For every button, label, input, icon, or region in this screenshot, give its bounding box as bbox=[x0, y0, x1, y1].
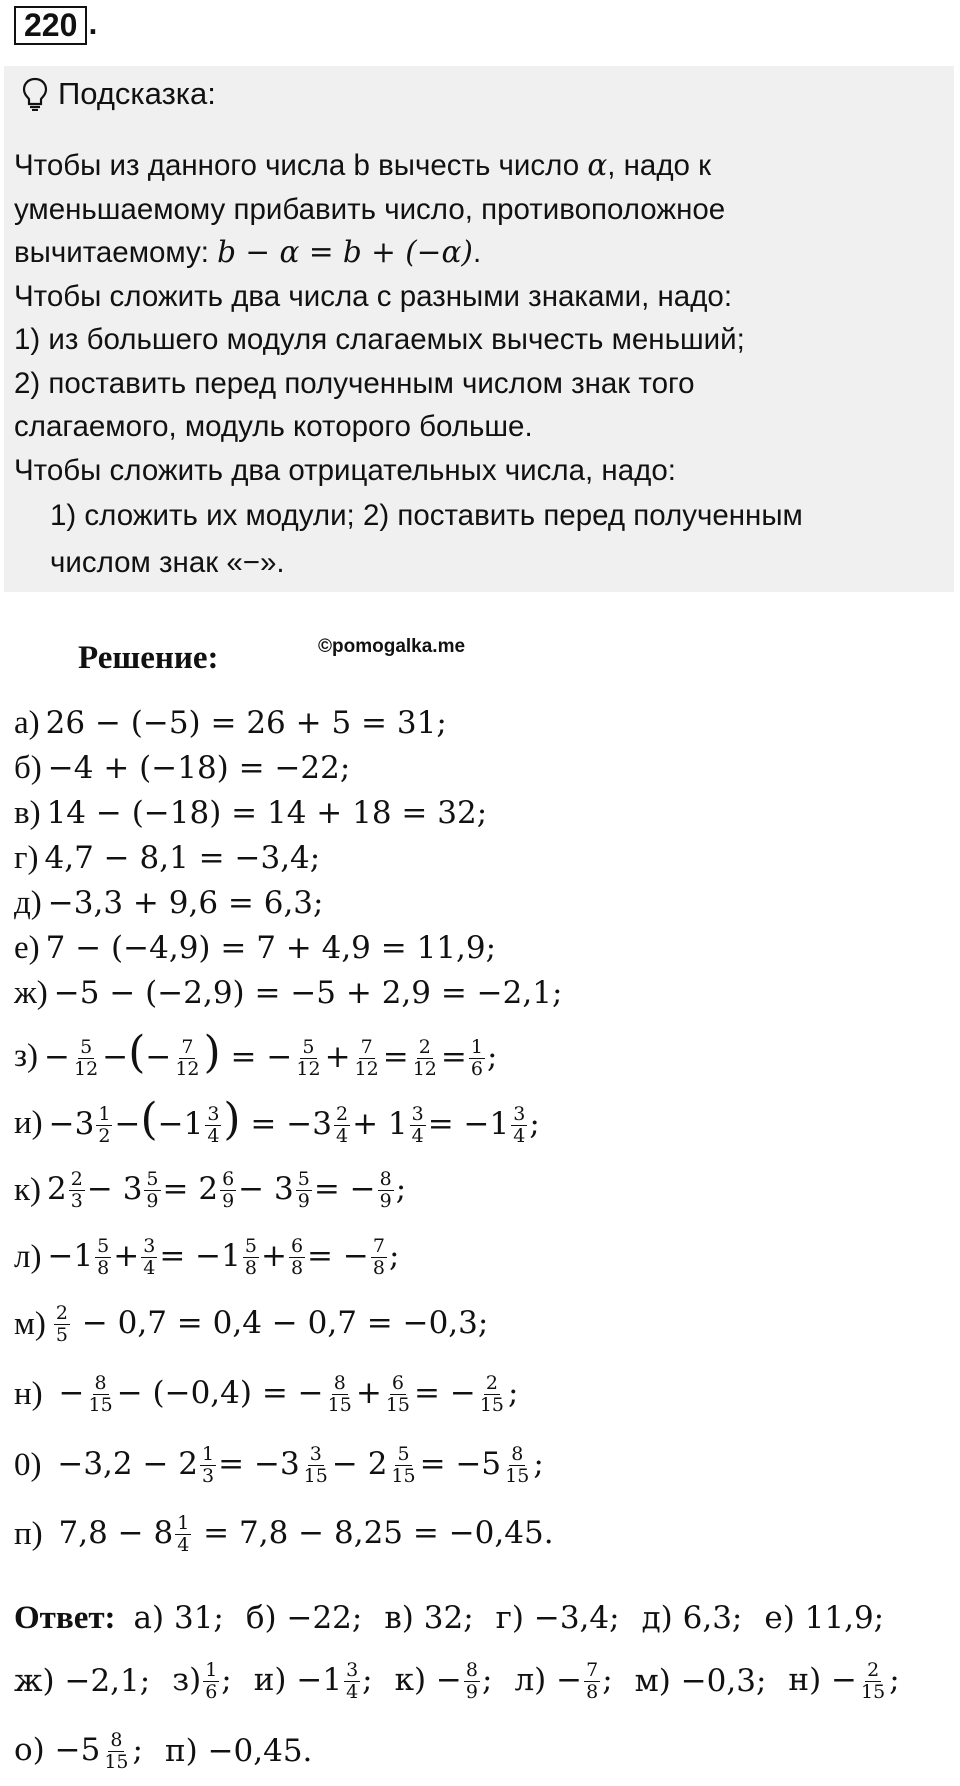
hint-line-2: уменьшаемому прибавить число, противоположное bbox=[14, 192, 726, 226]
hint-line-1: Чтобы из данного числа b вычесть число α, надо к bbox=[14, 148, 712, 182]
solution-p: п) 7,8 − 8 $\frac{1}{4}$ = 7,8 − 8,25 = −0,45. bbox=[14, 1511, 554, 1556]
hint-line-6: 2) поставить перед полученным числом знак того bbox=[14, 366, 695, 400]
hint-title: Подсказка: bbox=[22, 76, 216, 112]
solution-b: б) −4 + (−18) = −22; bbox=[14, 749, 351, 786]
hint-line-9: 1) сложить их модули; 2) поставить перед полученным bbox=[50, 499, 803, 532]
solution-i: и) −3 $\frac{1}{2}$ −(−1 $\frac{3}{4}$ ) = −3 $\frac{2}{4}$ + 1 $\frac{3}{4}$ = −1 $\frac{3}{4}$ ; bbox=[14, 1093, 540, 1147]
solution-o: 0) −3,2 − 2 $\frac{1}{3}$ = −3 $\frac{3}{15}$ − 2 $\frac{5}{15}$ = −5 $\frac{8}{15}$ ; bbox=[14, 1442, 544, 1487]
hint-line-4: Чтобы сложить два числа с разными знаками, надо: bbox=[14, 279, 733, 313]
solution-d: д) −3,3 + 9,6 = 6,3; bbox=[14, 884, 324, 921]
hint-line-5: 1) из большего модуля слагаемых вычесть меньший; bbox=[14, 323, 745, 356]
answer-row-2: ж) −2,1; з) $\frac{1}{6}$ ; и) −1 $\frac{3}{4}$ ; к) − $\frac{8}{9}$ ; л) − $\frac{7}{8}$ ; м) −0,3; н) − $\frac{2}{15}$ ; bbox=[14, 1658, 900, 1703]
solution-a: а) 26 − (−5) = 26 + 5 = 31; bbox=[14, 704, 447, 741]
solution-zh: ж) −5 − (−2,9) = −5 + 2,9 = −2,1; bbox=[14, 974, 563, 1011]
answer-row-1: Ответ: а) 31; б) −22; в) 32; г) −3,4; д) 6,3; е) 11,9; bbox=[14, 1599, 885, 1636]
solution-n: н) − $\frac{8}{15}$ − (−0,4) = − $\frac{8}{15}$ + $\frac{6}{15}$ = − $\frac{2}{15}$ ; bbox=[14, 1371, 519, 1416]
hint-line-10: числом знак «−». bbox=[50, 546, 285, 579]
lightbulb-icon bbox=[22, 77, 48, 111]
hint-body bbox=[14, 144, 944, 586]
hint-line-8: Чтобы сложить два отрицательных числа, надо: bbox=[14, 453, 676, 487]
hint-box bbox=[4, 66, 954, 592]
task-number: 220 . bbox=[14, 6, 87, 45]
solution-title: Решение: bbox=[78, 640, 219, 676]
solution-l: л) −1 $\frac{5}{8}$ + $\frac{3}{4}$ = −1 $\frac{5}{8}$ + $\frac{6}{8}$ = − $\frac{7}{8}$ ; bbox=[14, 1234, 400, 1279]
watermark: ©pomogalka.me bbox=[318, 636, 466, 657]
answer-block bbox=[14, 1590, 954, 1786]
solution-g: г) 4,7 − 8,1 = −3,4; bbox=[14, 839, 321, 876]
solution-z: з) − $\frac{5}{12}$ −(− $\frac{7}{12}$ ) = − $\frac{5}{12}$ + $\frac{7}{12}$ = $\frac{2}{12}$ = $\frac{1}{6}$ ; bbox=[14, 1026, 498, 1080]
solution-v: в) 14 − (−18) = 14 + 18 = 32; bbox=[14, 794, 488, 831]
solution-m: м) $\frac{2}{5}$ − 0,7 = 0,4 − 0,7 = −0,3; bbox=[14, 1301, 489, 1346]
hint-line-7: слагаемого, модуль которого больше. bbox=[14, 410, 533, 443]
hint-line-3: вычитаемому: b − α = b + (−α). bbox=[14, 235, 482, 269]
solution-k: к) 2 $\frac{2}{3}$ − 3 $\frac{5}{9}$ = 2 $\frac{6}{9}$ − 3 $\frac{5}{9}$ = − $\frac{8}{9}$ ; bbox=[14, 1167, 407, 1212]
solution-e: е) 7 − (−4,9) = 7 + 4,9 = 11,9; bbox=[14, 929, 497, 966]
answer-row-3: о) −5 $\frac{8}{15}$ ; п) −0,45. bbox=[14, 1728, 313, 1773]
